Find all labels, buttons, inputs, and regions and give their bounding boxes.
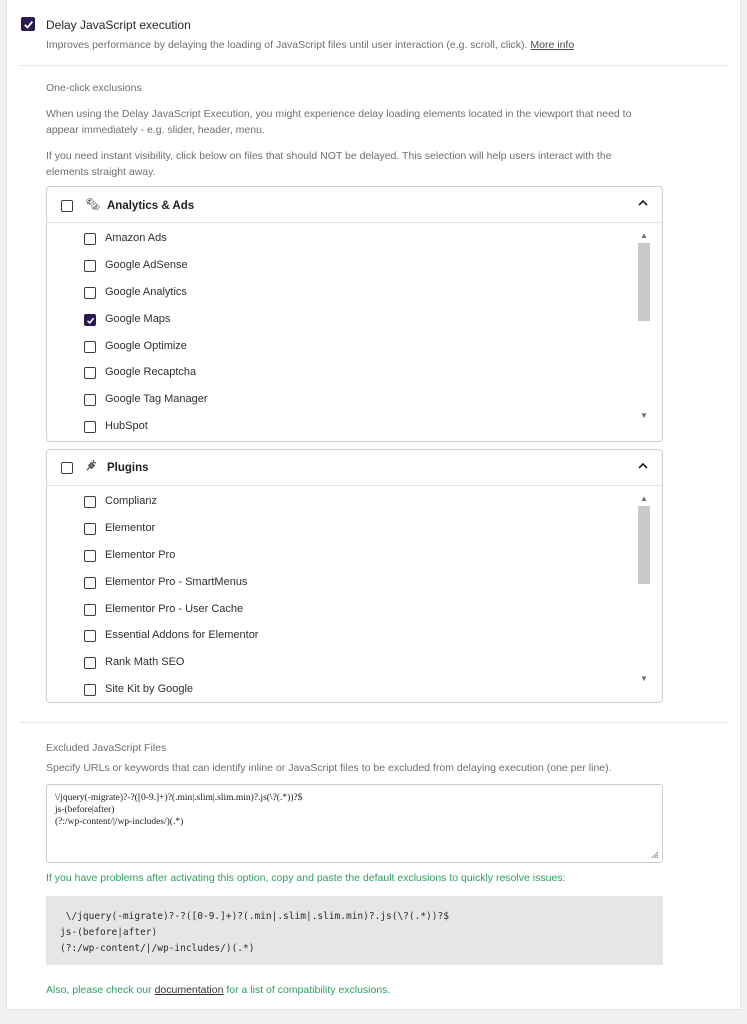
textarea-line: (?:/wp-content/|/wp-includes/)(.*) [55, 817, 184, 827]
item-label: Google Tag Manager [105, 393, 208, 405]
item-label: HubSpot [105, 420, 148, 432]
one-click-para2: If you need instant visibility, click below on files that should NOT be delayed. This selection will help users interact with the elements straight away. [46, 150, 612, 178]
item-label: Site Kit by Google [105, 683, 194, 695]
delay-js-label: Delay JavaScript execution [46, 18, 191, 32]
docs-suffix: for a list of compatibility exclusions. [223, 984, 391, 996]
scrollbar-thumb[interactable] [638, 243, 650, 321]
group-checkbox[interactable] [61, 200, 73, 212]
item-checkbox[interactable] [84, 341, 96, 353]
scroll-up-icon[interactable]: ▲ [640, 494, 648, 503]
plugin-icon [85, 459, 98, 472]
resize-handle-icon[interactable] [650, 850, 659, 859]
ad-icon: 🗞 [85, 197, 101, 211]
delay-js-description-text: Improves performance by delaying the loading of JavaScript files until user interaction (e.g. scroll, click). [46, 39, 528, 51]
item-label: Amazon Ads [105, 232, 167, 244]
excluded-description: Specify URLs or keywords that can identify inline or JavaScript files to be excluded from delaying execution (one per line). [46, 762, 612, 774]
item-checkbox[interactable] [84, 630, 96, 642]
group-checkbox[interactable] [61, 462, 73, 474]
delay-js-checkbox[interactable] [21, 17, 35, 31]
one-click-title: One-click exclusions [46, 82, 142, 94]
group-item-list [47, 223, 662, 433]
code-line: js-(before|after) [60, 927, 158, 938]
excluded-title: Excluded JavaScript Files [46, 742, 167, 754]
item-checkbox[interactable] [84, 394, 96, 406]
item-checkbox[interactable] [84, 577, 96, 589]
group-label: Analytics & Ads [107, 200, 195, 212]
textarea-line: js-(before|after) [55, 805, 115, 815]
textarea-line: \/jquery(-migrate)?-?([0-9.]+)?(.min|.slim|.slim.min)?.js(\?(.*))?$ [55, 793, 303, 803]
group-analytics-ads [46, 186, 663, 442]
group-plugins [46, 449, 663, 703]
item-label: Google Optimize [105, 340, 187, 352]
code-line: \/jquery(-migrate)?-?([0-9.]+)?(.min|.slim|.slim.min)?.js(\?(.*))?$ [60, 911, 449, 922]
item-label: Google AdSense [105, 259, 188, 271]
excluded-js-textarea[interactable] [46, 784, 663, 863]
check-icon [23, 19, 34, 30]
item-label: Google Analytics [105, 286, 187, 298]
chevron-up-icon[interactable] [636, 196, 650, 210]
default-exclusions-help: If you have problems after activating this option, copy and paste the default exclusions to quickly resolve issues: [46, 872, 566, 884]
item-label: Google Recaptcha [105, 366, 197, 378]
delay-js-description [46, 39, 574, 51]
docs-note [46, 984, 390, 996]
item-checkbox[interactable] [84, 657, 96, 669]
scroll-up-icon[interactable]: ▲ [640, 231, 648, 240]
docs-prefix: Also, please check our [46, 984, 155, 996]
item-checkbox[interactable] [84, 684, 96, 696]
group-label: Plugins [107, 462, 149, 474]
item-checkbox[interactable] [84, 367, 96, 379]
divider [20, 722, 729, 723]
scroll-down-icon[interactable]: ▼ [640, 674, 648, 683]
item-checkbox[interactable] [84, 233, 96, 245]
chevron-up-icon[interactable] [636, 459, 650, 473]
group-item-list [47, 486, 662, 696]
check-icon [86, 316, 95, 325]
more-info-link[interactable]: More info [530, 39, 575, 51]
item-checkbox[interactable] [84, 523, 96, 535]
code-line: (?:/wp-content/|/wp-includes/)(.*) [60, 943, 255, 954]
item-label: Google Maps [105, 313, 171, 325]
item-checkbox[interactable] [84, 287, 96, 299]
scrollbar-thumb[interactable] [638, 506, 650, 584]
item-checkbox[interactable] [84, 496, 96, 508]
item-label: Complianz [105, 495, 157, 507]
item-label: Elementor Pro - SmartMenus [105, 576, 248, 588]
group-header[interactable] [47, 187, 662, 223]
scrollbar[interactable] [636, 231, 650, 421]
item-checkbox[interactable] [84, 314, 96, 326]
item-label: Elementor [105, 522, 156, 534]
item-checkbox[interactable] [84, 260, 96, 272]
item-label: Rank Math SEO [105, 656, 185, 668]
scrollbar[interactable] [636, 494, 650, 684]
item-checkbox[interactable] [84, 421, 96, 433]
group-header[interactable] [47, 450, 662, 486]
item-label: Essential Addons for Elementor [105, 629, 259, 641]
documentation-link[interactable]: documentation [154, 984, 224, 996]
item-label: Elementor Pro - User Cache [105, 603, 244, 615]
default-exclusions-code [46, 896, 663, 965]
item-checkbox[interactable] [84, 550, 96, 562]
item-checkbox[interactable] [84, 604, 96, 616]
item-label: Elementor Pro [105, 549, 176, 561]
scroll-down-icon[interactable]: ▼ [640, 411, 648, 420]
one-click-para1: When using the Delay JavaScript Execution, you might experience delay loading elements located in the viewport that need to appear immediately - e.g. slider, header, menu. [46, 108, 632, 136]
divider [20, 65, 729, 66]
